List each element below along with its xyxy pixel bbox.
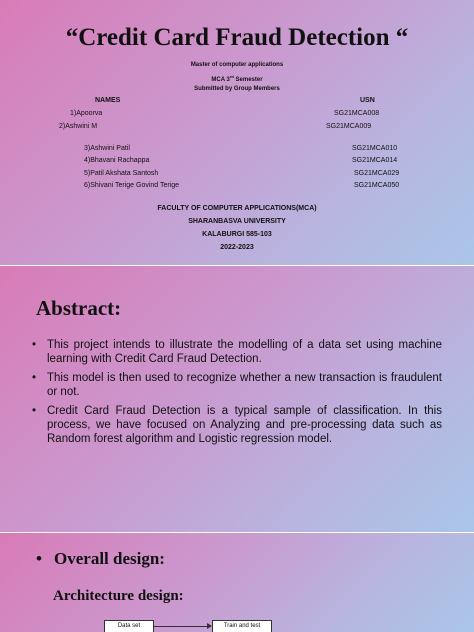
abstract-title: Abstract:: [36, 296, 122, 320]
semester-line: [0, 74, 474, 83]
member-name: 4)Bhavani Rachappa: [84, 157, 150, 164]
member-usn: SG21MCA014: [352, 157, 398, 164]
member-usn: SG21MCA010: [352, 145, 398, 152]
member-name: 5)Patil Akshata Santosh: [84, 170, 159, 177]
bullet-text: Credit Card Fraud Detection is a typical sample of classification. In this process, we have focused on Analyzing and pre-processing data such as Random forest algorithm and Logistic regression model.: [47, 404, 442, 446]
academic-year: 2022-2023: [220, 244, 254, 251]
diagram-arrow: [154, 626, 210, 627]
bullet-icon: •: [32, 404, 37, 417]
usn-header: USN: [360, 97, 375, 104]
abstract-bullet-list: [32, 338, 442, 451]
member-name: 6)Shivani Terige Govind Terige: [84, 182, 180, 189]
bullet-icon: •: [36, 549, 42, 568]
diagram-box-dataset: Data set: [104, 620, 154, 632]
list-item: [32, 371, 442, 400]
member-usn: SG21MCA009: [326, 123, 372, 130]
program-name: Master of computer applications: [190, 62, 284, 68]
names-header: NAMES: [95, 97, 121, 104]
semester-sup: rd: [229, 74, 234, 79]
slide-title: “Credit Card Fraud Detection “: [65, 24, 409, 51]
semester-prefix: MCA 3: [211, 77, 230, 83]
member-usn: SG21MCA008: [334, 110, 380, 117]
design-slide: [0, 533, 474, 632]
list-item: [32, 338, 442, 367]
faculty-name: FACULTY OF COMPUTER APPLICATIONS(MCA): [157, 205, 317, 212]
member-name: 2)Ashwini M: [59, 123, 98, 130]
bullet-icon: •: [32, 339, 37, 351]
overall-design-heading: [36, 549, 165, 569]
architecture-design-heading: Architecture design:: [53, 588, 184, 604]
member-usn: SG21MCA029: [354, 170, 400, 177]
list-item: [32, 404, 442, 447]
submitted-by: Submitted by Group Members: [194, 86, 280, 92]
bullet-icon: •: [32, 371, 37, 384]
member-name: 3)Ashwini Patil: [84, 145, 130, 152]
member-name: 1)Apoorva: [70, 110, 103, 117]
university-name: SHARANBASVA UNIVERSITY: [188, 218, 286, 225]
bullet-text: This project intends to illustrate the modelling of a data set using machine learning with Credit Card Fraud Detection.: [47, 339, 442, 366]
bullet-text: This model is then used to recognize whether a new transaction is fraudulent or not.: [47, 371, 442, 399]
city-line: KALABURGI 585-103: [202, 231, 272, 238]
member-usn: SG21MCA050: [354, 182, 400, 189]
diagram-box-train-test: Train and test: [212, 620, 272, 632]
semester-suffix: Semester: [233, 77, 263, 83]
overall-design-text: Overall design:: [54, 549, 165, 568]
